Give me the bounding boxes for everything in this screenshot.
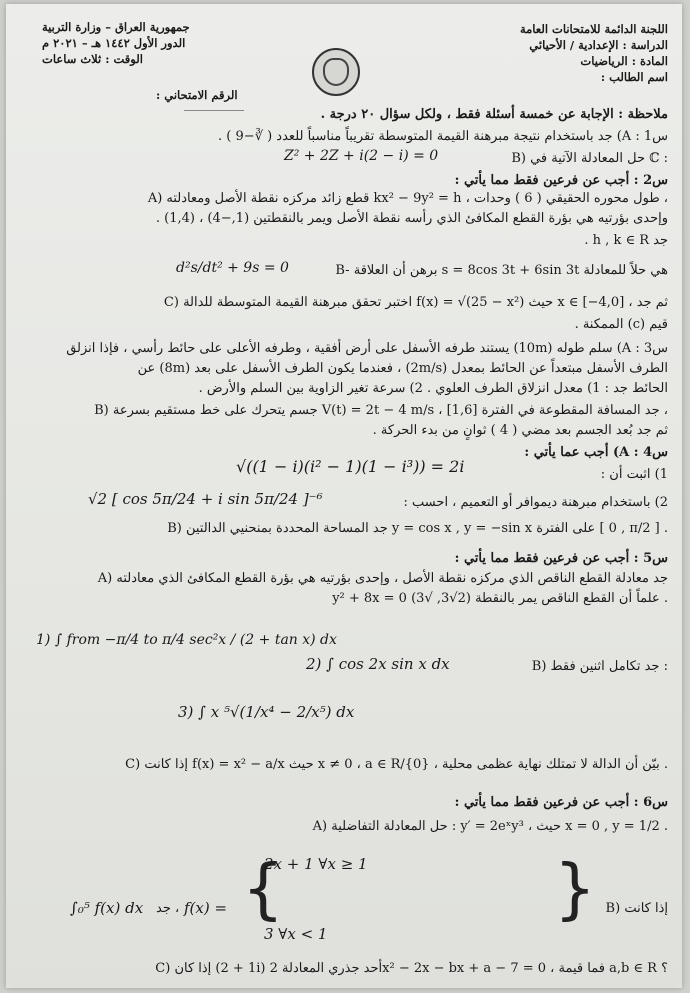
q4-part-b: B) جد المساحة المحددة بمنحنيي الدالتين y = cos x , y = −sin x على الفترة [ 0 , π/2 ] . bbox=[167, 521, 668, 536]
q2-part-c-line1: C) اختبر تحقق مبرهنة القيمة المتوسطة للدالة f(x) = √(25 − x²) حيث x ∈ [−4,0] ، ثم جد bbox=[163, 295, 668, 310]
q6-part-b-find: ، جد bbox=[156, 901, 180, 916]
q1-part-a: س1 : A) جد باستخدام نتيجة مبرهنة القيمة المتوسطة تقريباً مناسباً للعدد ( ∛−9 ) . bbox=[218, 129, 668, 144]
q6-part-b-function-label: f(x) = bbox=[184, 899, 228, 917]
exam-note: ملاحظة : الإجابة عن خمسة أسئلة فقط ، ولكل سؤال ٢٠ درجة . bbox=[320, 107, 668, 122]
q6-piecewise-case-1: 2x + 1 ∀x ≥ 1 bbox=[264, 855, 368, 873]
q1-part-b-equation: Z² + 2Z + i(2 − i) = 0 bbox=[284, 148, 439, 164]
subject: المادة : الرياضيات bbox=[580, 54, 668, 68]
q2-part-b-text: B- برهن أن العلاقة s = 8cos 3t + 6sin 3t هي حلاً للمعادلة bbox=[335, 263, 668, 278]
q6-part-c: C) إذا كان (1 + 2i) أحد جذري المعادلة 2x² − 2x − bx + a − 7 = 0 ، فما قيمة a,b ∈ R ؟ bbox=[155, 961, 668, 976]
q3-part-b-line1: B) جسم يتحرك على خط مستقيم بسرعة V(t) = 2t − 4 m/s ، جد المسافة المقطوعة في الفترة [1,6] ، bbox=[94, 403, 668, 418]
q5-title: س5 : أجب عن فرعين فقط مما يأتي : bbox=[454, 551, 668, 566]
q5-integral-2: 2) ∫ cos 2x sin x dx bbox=[306, 655, 450, 673]
q5-part-b-label: B) جد تكامل اثنين فقط : bbox=[531, 659, 668, 674]
q4-part-a2-label: 2) باستخدام مبرهنة ديموافر أو التعميم ، احسب : bbox=[403, 495, 668, 510]
q5-integral-1: 1) ∫ from −π/4 to π/4 sec²x / (2 + tan x) dx bbox=[36, 632, 337, 648]
exam-number-line bbox=[184, 92, 244, 111]
exam-time: الوقت : ثلاث ساعات bbox=[42, 52, 143, 66]
q5-integral-3: 3) ∫ x ⁵√(1/x⁴ − 2/x⁵) dx bbox=[178, 703, 355, 721]
republic-ministry: جمهورية العراق – وزارة التربية bbox=[42, 20, 190, 34]
q5-part-a-line2: y² + 8x = 0 علماً أن القطع الناقص يمر بالنقطة (2√3, √3) . bbox=[332, 591, 668, 606]
study-branch: الدراسة : الإعدادية / الأحيائي bbox=[529, 38, 668, 52]
committee-name: اللجنة الدائمة للامتحانات العامة bbox=[519, 22, 668, 36]
q2-part-a-line3: جد h , k ∈ R . bbox=[584, 233, 668, 248]
q1-part-b-text: B) حل المعادلة الآتية في ℂ : bbox=[511, 151, 668, 166]
q4-part-a2-expression: √2 [ cos 5π/24 + i sin 5π/24 ]⁻⁶ bbox=[88, 490, 323, 508]
student-name-label: اسم الطالب : bbox=[600, 70, 668, 84]
q3-part-a-line3: الحائط جد : 1) معدل انزلاق الطرف العلوي . 2) سرعة تغير الزاوية بين السلم والأرض . bbox=[198, 381, 668, 396]
q3-part-b-line2: ثم جد بُعد الجسم بعد مضي ( 4 ) ثوانٍ من بدء الحركة . bbox=[372, 423, 668, 438]
piecewise-left-brace: { bbox=[242, 850, 284, 927]
q2-part-a-line2: وإحدى بؤرتيه هي بؤرة القطع المكافئ الذي رأسه نقطة الأصل ويمر بالنقطتين (1,−4) ، (1,4) . bbox=[155, 211, 668, 226]
q6-piecewise-case-2: 3 ∀x < 1 bbox=[264, 925, 328, 943]
q4-part-a1-equation: √((1 − i)(i² − 1)(1 − i³)) = 2i bbox=[236, 457, 465, 476]
q3-part-a-line2: الطرف الأسفل مبتعداً عن الحائط بمعدل (2m/s) ، فعندما يكون الطرف الأسفل على بعد (8m) عن bbox=[137, 361, 668, 376]
q2-title: س2 : أجب عن فرعين فقط مما يأتي : bbox=[454, 173, 668, 188]
q2-part-b-equation: d²s/dt² + 9s = 0 bbox=[176, 260, 289, 276]
exam-paper bbox=[6, 4, 682, 988]
q2-part-c-line2: قيم (c) الممكنة . bbox=[574, 317, 668, 332]
q5-part-c: C) إذا كانت f(x) = x² − a/x حيث x ≠ 0 ، a ∈ R/{0} ، بيّن أن الدالة لا تمتلك نهاية عظمى محلية . bbox=[125, 757, 668, 772]
q3-part-a-line1: س3 : A) سلم طوله (10m) يستند طرفه الأسفل على أرض أفقية ، وطرفه الأعلى على حائط رأسي ، فإذا انزلق bbox=[66, 341, 668, 356]
q6-part-b-integral: ∫₀⁵ f(x) dx bbox=[70, 899, 144, 917]
q6-part-a: A) حل المعادلة التفاضلية : y′ = 2eˣy³ ، حيث x = 0 , y = 1/2 . bbox=[312, 819, 668, 834]
q6-part-b-label: B) إذا كانت bbox=[605, 901, 668, 916]
q5-part-a-line1: A) جد معادلة القطع الناقص الذي مركزه نقطة الأصل ، وإحدى بؤرتيه هي بؤرة القطع المكافئ الذي معادلته bbox=[97, 571, 668, 586]
q4-part-a1-label: 1) اثبت أن : bbox=[600, 467, 668, 482]
ministry-emblem-icon bbox=[312, 48, 360, 96]
q4-title: س4 : A) أجب عما يأتي : bbox=[524, 445, 668, 460]
q2-part-a-line1: A) قطع زائد مركزه نقطة الأصل ومعادلته kx² − 9y² = h ، طول محوره الحقيقي ( 6 ) وحدات ، bbox=[147, 191, 668, 206]
exam-number-label: الرقم الامتحاني : bbox=[156, 88, 238, 102]
exam-round: الدور الأول ١٤٤٢ هـ – ٢٠٢١ م bbox=[42, 36, 186, 50]
q6-title: س6 : أجب عن فرعين فقط مما يأتي : bbox=[454, 795, 668, 810]
piecewise-right-brace: } bbox=[554, 850, 596, 927]
